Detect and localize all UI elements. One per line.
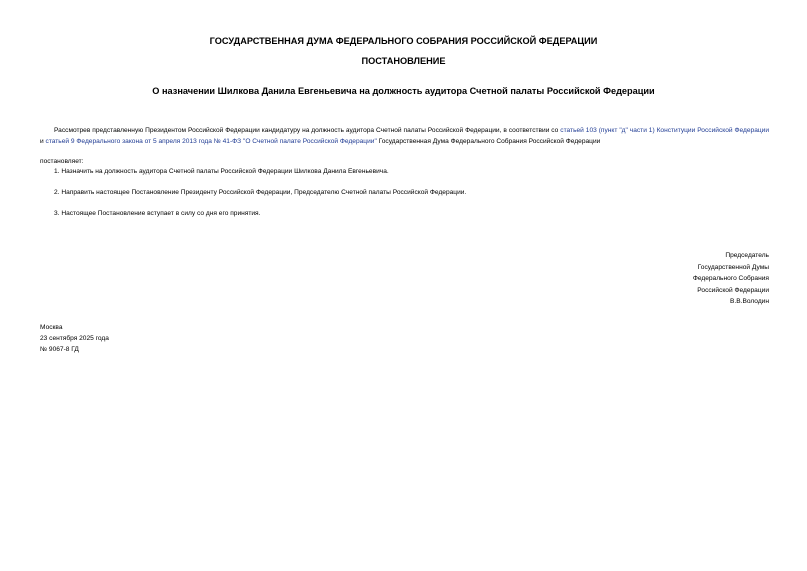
signature-block (693, 250, 769, 308)
signature-position-line-3: Федерального Собрания (692, 275, 769, 283)
document-footer (40, 322, 109, 355)
signature-position-line-2: Государственной Думы (697, 263, 769, 271)
preamble-text-3: Государственная Дума Федерального Собрания Российской Федерации (376, 138, 601, 145)
document-number: № 9067-8 ГД (40, 346, 79, 353)
preamble-paragraph (40, 125, 769, 147)
resolution-item-1: 1. Назначить на должность аудитора Счетной палаты Российской Федерации Шилкова Данила Евгеньевича. (54, 168, 389, 175)
signatory-name: В.В.Володин (730, 298, 769, 306)
document-heading: О назначении Шилкова Данила Евгеньевича на должность аудитора Счетной палаты Российской Федерации (152, 86, 655, 96)
preamble-text-1: Рассмотрев представленную Президентом Российской Федерации кандидатуру на должность аудитора Счетной палаты Российской Федерации, в соответствии со (54, 127, 561, 134)
signing-date: 23 сентября 2025 года (40, 335, 109, 342)
resolves-label: постановляет: (40, 158, 84, 165)
resolution-item-3: 3. Настоящее Постановление вступает в силу со дня его принятия. (54, 210, 261, 217)
issuing-authority-title: ГОСУДАРСТВЕННАЯ ДУМА ФЕДЕРАЛЬНОГО СОБРАНИЯ РОССИЙСКОЙ ФЕДЕРАЦИИ (209, 36, 598, 46)
preamble-text-2: и (40, 138, 46, 145)
federal-law-article-link[interactable]: статьей 9 Федерального закона от 5 апреля 2013 года № 41-ФЗ "О Счетной палате Российской Федерации" (45, 138, 377, 145)
signature-position-line-1: Председатель (725, 252, 769, 259)
place-of-signing: Москва (40, 324, 63, 331)
signature-position-line-4: Российской Федерации (697, 286, 769, 294)
resolution-item-2: 2. Направить настоящее Постановление Президенту Российской Федерации, Председателю Счетной палаты Российской Федерации. (54, 189, 467, 196)
constitution-article-link[interactable]: статьей 103 (пункт "д" части 1) Конституции Российской Федерации (560, 127, 769, 134)
document-type: ПОСТАНОВЛЕНИЕ (361, 56, 446, 66)
